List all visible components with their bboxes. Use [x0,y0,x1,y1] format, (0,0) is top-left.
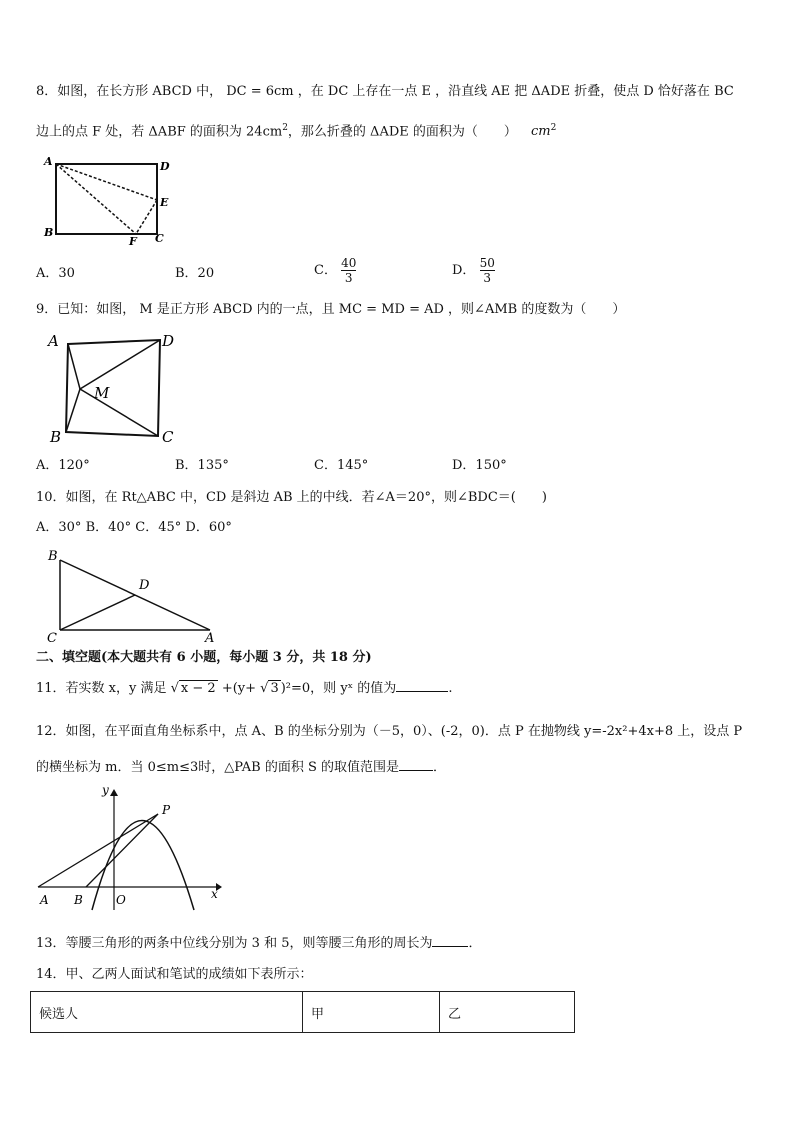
q8-label-e: E [160,196,169,209]
q11-sqrt1-radicand: x − 2 [180,681,216,696]
q9-line-am [68,344,80,389]
q11-sqrt1: √ x − 2 [170,681,216,696]
q12-line2 [36,758,446,778]
q8-label-b: B [44,226,54,239]
q9-label-d: D [162,332,175,350]
q9-line-cm [80,389,158,436]
q8-option-d-prefix: D． [452,263,476,278]
q8-unit: cm [531,124,551,140]
q10-line: 10．如图，在 Rt△ABC 中，CD 是斜边 AB 上的中线．若∠A＝20°，则∠BDC＝( ) [36,490,547,505]
q10-options: A．30° B．40° C．45° D．60° [36,520,232,535]
q9-line-dm [80,340,160,389]
q11-post: )²=0，则 yˣ 的值为 [280,681,397,696]
q8-option-c [314,256,356,285]
q12-line2-text: 的横坐标为 m．当 0≤m≤3时，△PAB 的面积 S 的取值范围是 [36,760,400,775]
q12-y-arrow [110,789,118,796]
q10-label-c: C [47,631,57,644]
q8-line2 [36,118,556,142]
q8-label-a: A [44,155,53,168]
q11-sqrt2: √ 3 [260,681,279,696]
q9-label-b: B [50,428,62,446]
q10-label-d: D [139,578,150,593]
q9-label-a: A [48,332,59,350]
q8-line-af [56,164,136,234]
q8-label-c: C [155,232,164,245]
q8-line-ae [56,164,157,200]
q8-option-d [452,256,495,285]
q10-figure [40,544,230,644]
table-header-yi: 乙 [440,992,575,1033]
q14-line: 14．甲、乙两人面试和笔试的成绩如下表所示： [36,967,313,982]
q13-answer-blank[interactable] [432,934,468,947]
q8-option-d-fraction [480,256,495,285]
q8-line2a: 边上的点 F 处，若 ΔABF 的面积为 24cm [36,124,283,140]
q12-label-y: y [102,786,109,797]
q8-option-c-fraction [341,256,356,285]
q12-line1: 12．如图，在平面直角坐标系中，点 A、B 的坐标分别为（－5，0）、(-2，0)．点 P 在抛物线 y=-2x²+4x+8 上，设点 P [36,724,743,739]
q9-option-d: D．150° [452,458,507,473]
q12-line-pa [38,814,158,887]
q14-score-table [30,991,575,1033]
q8-sup: 2 [282,123,288,133]
q12-label-o: O [116,893,126,907]
q12-answer-blank[interactable] [399,758,433,771]
q8-c-num: 40 [341,256,357,270]
q10-median-cd [60,595,135,630]
q9-line: 9．已知：如图， M 是正方形 ABCD 内的一点，且 MC = MD = AD ，则∠AMB 的度数为（ ） [36,302,626,317]
q8-d-num: 50 [479,256,495,270]
q12-label-b: B [74,893,83,907]
section-2-heading: 二、填空题(本大题共有 6 小题，每小题 3 分，共 18 分) [36,650,372,665]
q10-label-b: B [48,549,58,564]
q12-figure [36,786,222,914]
q12-label-a: A [40,893,49,907]
q12-label-p: P [162,803,171,817]
q11-sqrt2-radicand: 3 [270,681,279,696]
q13-text: 13．等腰三角形的两条中位线分别为 3 和 5，则等腰三角形的周长为 [36,936,433,951]
q9-option-c: C．145° [314,458,369,473]
q9-label-m: M [94,384,110,402]
q9-line-bm [66,389,80,432]
q9-option-b: B．135° [175,458,229,473]
table-header-jia: 甲 [303,992,440,1033]
table-header-candidate: 候选人 [31,992,303,1033]
q8-line1: 8．如图，在长方形 ABCD 中， DC = 6cm ，在 DC 上存在一点 E ，沿直线 AE 把 ΔADE 折叠，使点 D 恰好落在 BC [36,84,734,99]
q8-c-den: 3 [344,271,353,285]
q8-option-a: A．30 [36,266,75,281]
q11-line [36,679,452,699]
q13-end: ． [468,936,482,951]
q9-figure [44,326,184,450]
q8-option-b: B．20 [175,266,215,281]
q8-line2b: ，那么折叠的 ΔADE 的面积为（ ） [287,124,517,140]
q8-option-c-prefix: C． [314,263,337,278]
q11-end: . [448,681,453,696]
q13-line [36,934,482,954]
q8-label-d: D [160,160,170,173]
q12-line2-end: ． [433,760,447,775]
q8-figure [40,150,180,250]
q12-label-x: x [211,887,218,901]
q8-label-f: F [129,235,137,248]
q9-label-c: C [162,428,174,446]
q10-label-a: A [205,631,215,644]
q11-pre: 11．若实数 x，y 满足 [36,681,171,696]
q11-mid: +(y+ [217,681,261,696]
q8-unit-sup: 2 [550,123,557,133]
q8-d-den: 3 [483,271,492,285]
table-row [31,992,575,1033]
q8-line-ef [136,200,157,234]
q11-answer-blank[interactable] [396,679,448,692]
q9-option-a: A．120° [36,458,90,473]
